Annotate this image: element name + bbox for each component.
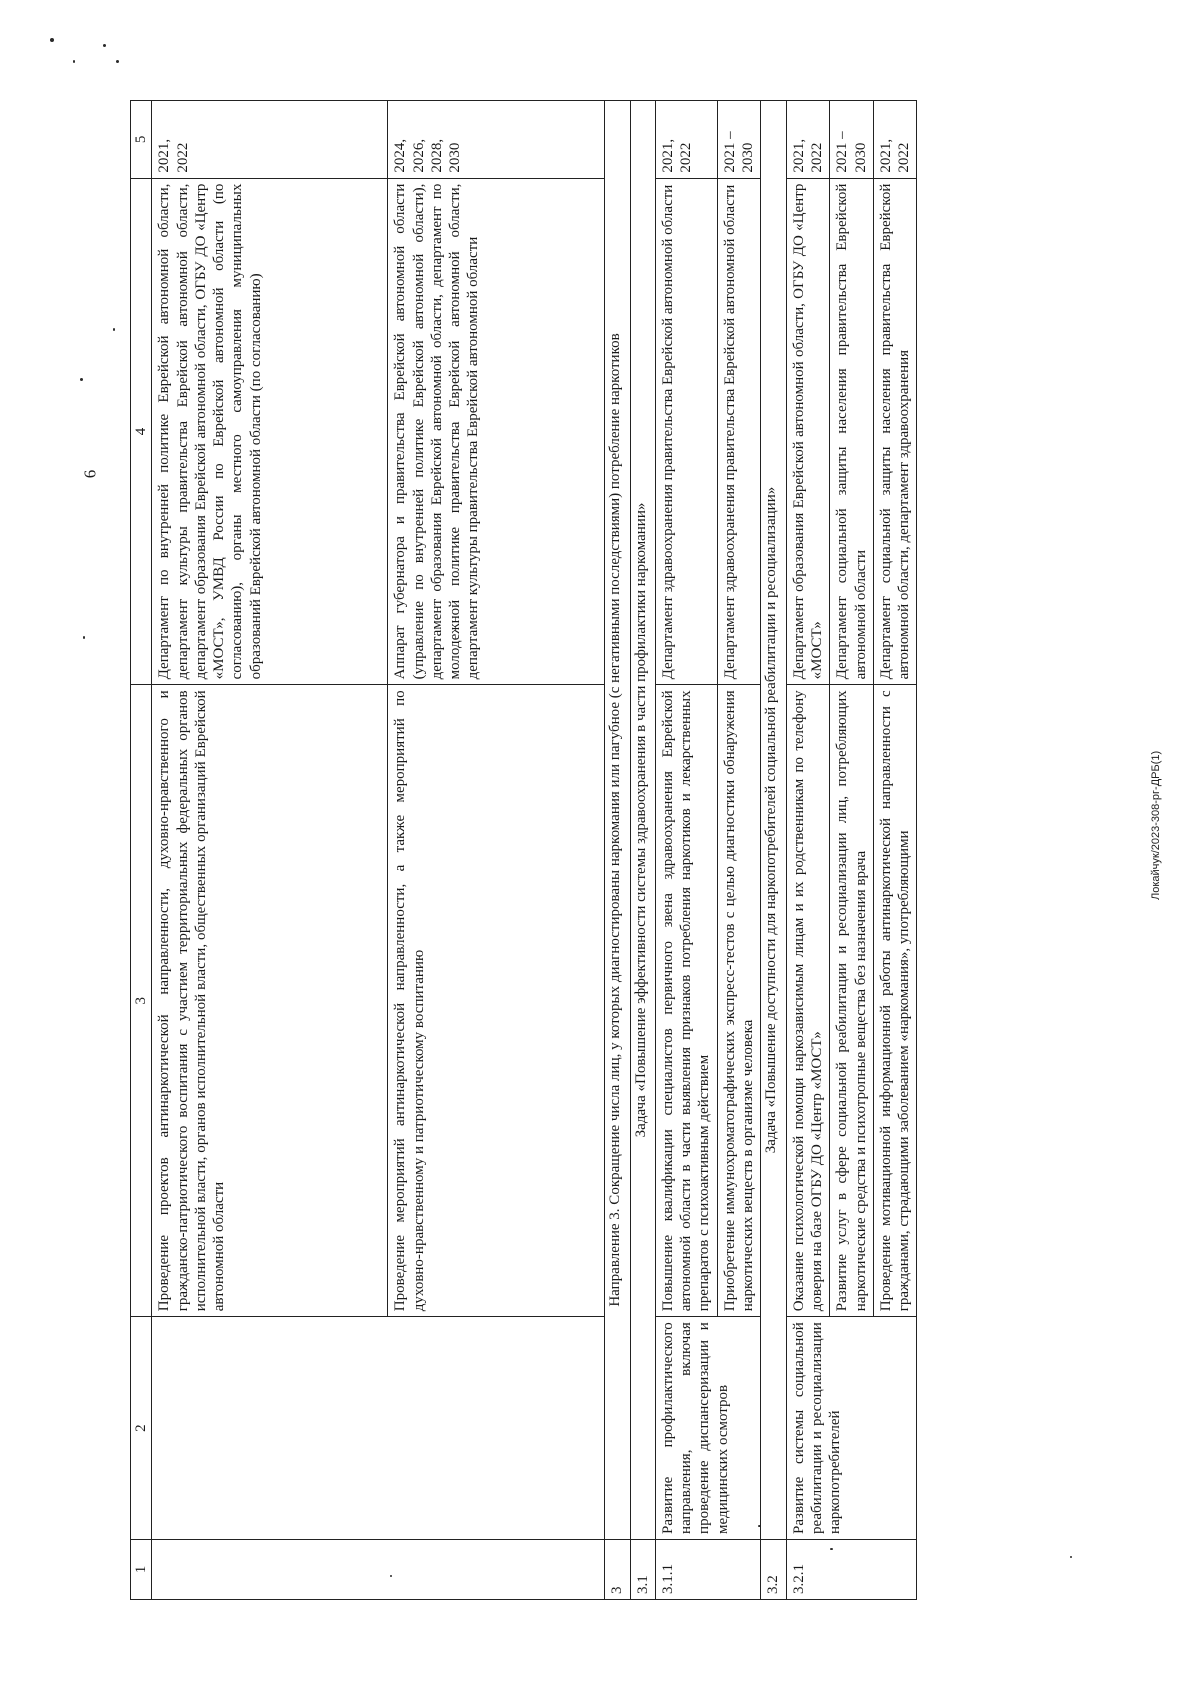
measure-cell: Развитие системы социальной реабилитации и ресоциализации наркопотребителей xyxy=(786,1317,917,1540)
executor-cell: Департамент социальной защиты населения правительства Еврейской автономной области, департамент здравоохранения xyxy=(873,178,917,685)
num-cell: 3.1 xyxy=(630,1539,655,1599)
executor-cell: Департамент по внутренней политике Еврейской автономной области, департамент культуры правительства Еврейской автономной области, департамент образования Еврейской автономной области, ОГБУ ДО «Центр «МОСТ», УМВД России по Еврейской автономной области (по согласованию), органы местного самоуправления муниципальных образований Еврейской автономной области (по согласованию) xyxy=(152,178,388,685)
header-cell: 2 xyxy=(131,1317,152,1540)
task-title: Задача «Повышение доступности для наркопотребителей социальной реабилитации и ресоциализации» xyxy=(761,101,786,1540)
event-cell: Проведение мотивационной информационной работы антинаркотической направленности с гражданами, страдающими заболеванием «наркомания», употребляющими xyxy=(873,685,917,1317)
years-cell: 2021 – 2030 xyxy=(830,101,874,179)
table-row xyxy=(786,101,830,1600)
scan-speck xyxy=(116,60,119,63)
scan-speck xyxy=(83,636,85,639)
num-cell: 3.2.1 xyxy=(786,1539,917,1599)
num-cell xyxy=(152,1539,605,1599)
measure-cell xyxy=(152,1317,605,1540)
scan-speck xyxy=(80,378,83,381)
scan-speck xyxy=(113,328,115,331)
num-cell: 3.1.1 xyxy=(655,1539,760,1599)
header-cell: 4 xyxy=(131,178,152,685)
event-cell: Развитие услуг в сфере социальной реабилитации и ресоциализации лиц, потребляющих наркотические средства и психотропные вещества без назначения врача xyxy=(830,685,874,1317)
years-cell: 2021, 2022 xyxy=(152,101,388,179)
task-row xyxy=(761,101,786,1600)
executor-cell: Аппарат губернатора и правительства Еврейской автономной области (управление по внутренней политике Еврейской автономной области), департамент образования Еврейской автономной области, департамент по молодежной политике правительства Еврейской автономной области, департамент культуры правительства Еврейской автономной области xyxy=(388,178,605,685)
header-cell: 3 xyxy=(131,685,152,1317)
header-cell: 5 xyxy=(131,101,152,179)
executor-cell: Департамент образования Еврейской автономной области, ОГБУ ДО «Центр «МОСТ» xyxy=(786,178,830,685)
table-row xyxy=(655,101,717,1600)
scan-speck xyxy=(73,60,75,63)
direction-title: Направление 3. Сокращение числа лиц, у которых диагностированы наркомания или пагубное (с негативными последствиями) потребление наркотиков xyxy=(605,101,630,1540)
rotated-page-content xyxy=(130,100,1190,1600)
executor-cell: Департамент здравоохранения правительства Еврейской автономной области xyxy=(655,178,717,685)
years-cell: 2024, 2026, 2028, 2030 xyxy=(388,101,605,179)
num-cell: 3.2 xyxy=(761,1539,786,1599)
scan-speck xyxy=(103,44,106,47)
measure-cell: Развитие профилактического направления, включая проведение диспансеризации и медицинских осмотров xyxy=(655,1317,760,1540)
event-cell: Проведение мероприятий антинаркотической направленности, а также мероприятий по духовно-нравственному и патриотическому воспитанию xyxy=(388,685,605,1317)
years-cell: 2021, 2022 xyxy=(786,101,830,179)
table-row xyxy=(152,101,388,1600)
task-row xyxy=(630,101,655,1600)
num-cell: 3 xyxy=(605,1539,630,1599)
scan-speck xyxy=(50,38,54,42)
direction-row xyxy=(605,101,630,1600)
task-title: Задача «Повышение эффективности системы здравоохранения в части профилактики наркомании» xyxy=(630,101,655,1540)
years-cell: 2021 – 2030 xyxy=(717,101,761,179)
event-cell: Проведение проектов антинаркотической направленности, духовно-нравственного и гражданско-патриотического воспитания с участием территориальных федеральных органов исполнительной власти, органов исполнительной власти, общественных организаций Еврейской автономной области xyxy=(152,685,388,1317)
measures-table xyxy=(130,100,917,1600)
page-number: 6 xyxy=(80,469,100,479)
executor-cell: Департамент здравоохранения правительства Еврейской автономной области xyxy=(717,178,761,685)
years-cell: 2021, 2022 xyxy=(873,101,917,179)
document-stamp: Локайчук/2023-308-рг-ДРБ(1) xyxy=(1150,750,1162,900)
executor-cell: Департамент социальной защиты населения правительства Еврейской автономной области xyxy=(830,178,874,685)
event-cell: Оказание психологической помощи наркозависимым лицам и их родственникам по телефону доверия на базе ОГБУ ДО «Центр «МОСТ» xyxy=(786,685,830,1317)
header-row xyxy=(131,101,152,1600)
header-cell: 1 xyxy=(131,1539,152,1599)
years-cell: 2021, 2022 xyxy=(655,101,717,179)
event-cell: Приобретение иммунохроматографических экспресс-тестов с целью диагностики обнаружения наркотических веществ в организме человека xyxy=(717,685,761,1317)
event-cell: Повышение квалификации специалистов первичного звена здравоохранения Еврейской автономной области в части выявления признаков потребления наркотиков и лекарственных препаратов с психоактивным действием xyxy=(655,685,717,1317)
